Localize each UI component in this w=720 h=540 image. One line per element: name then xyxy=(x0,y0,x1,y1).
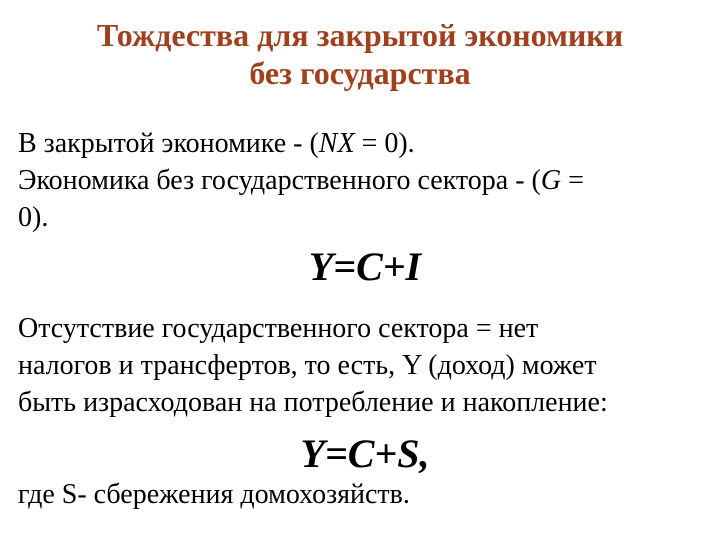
slide-title-line-2: без государства xyxy=(249,55,471,91)
formula-y-c-s: Y=C+S, xyxy=(300,431,430,476)
paragraph-line: 0). xyxy=(18,202,49,233)
paragraph-line: Отсутствие государственного сектора = нет xyxy=(18,313,539,344)
slide-title xyxy=(0,16,720,92)
paragraph-savings-definition: где S- сбережения домохозяйств. xyxy=(18,479,410,510)
paragraph-line xyxy=(18,125,708,162)
paragraph-line xyxy=(18,162,708,199)
text-run: Экономика без государственного сектора - ( xyxy=(18,165,541,196)
paragraph-line: быть израсходован на потребление и накопление: xyxy=(18,387,608,418)
text-run: В закрытой экономике - ( xyxy=(18,128,319,159)
paragraph-no-government xyxy=(18,310,708,421)
text-run: = 0). xyxy=(354,128,415,159)
formula-y-c-i: Y=C+I xyxy=(308,244,422,289)
paragraph-closed-economy xyxy=(18,125,708,236)
slide-title-line-1: Тождества для закрытой экономики xyxy=(96,17,624,53)
variable-g: G xyxy=(540,165,562,196)
text-run: = xyxy=(561,165,584,196)
variable-nx: NX xyxy=(318,128,355,159)
paragraph-line: налогов и трансфертов, то есть, Y (доход) может xyxy=(18,350,597,381)
